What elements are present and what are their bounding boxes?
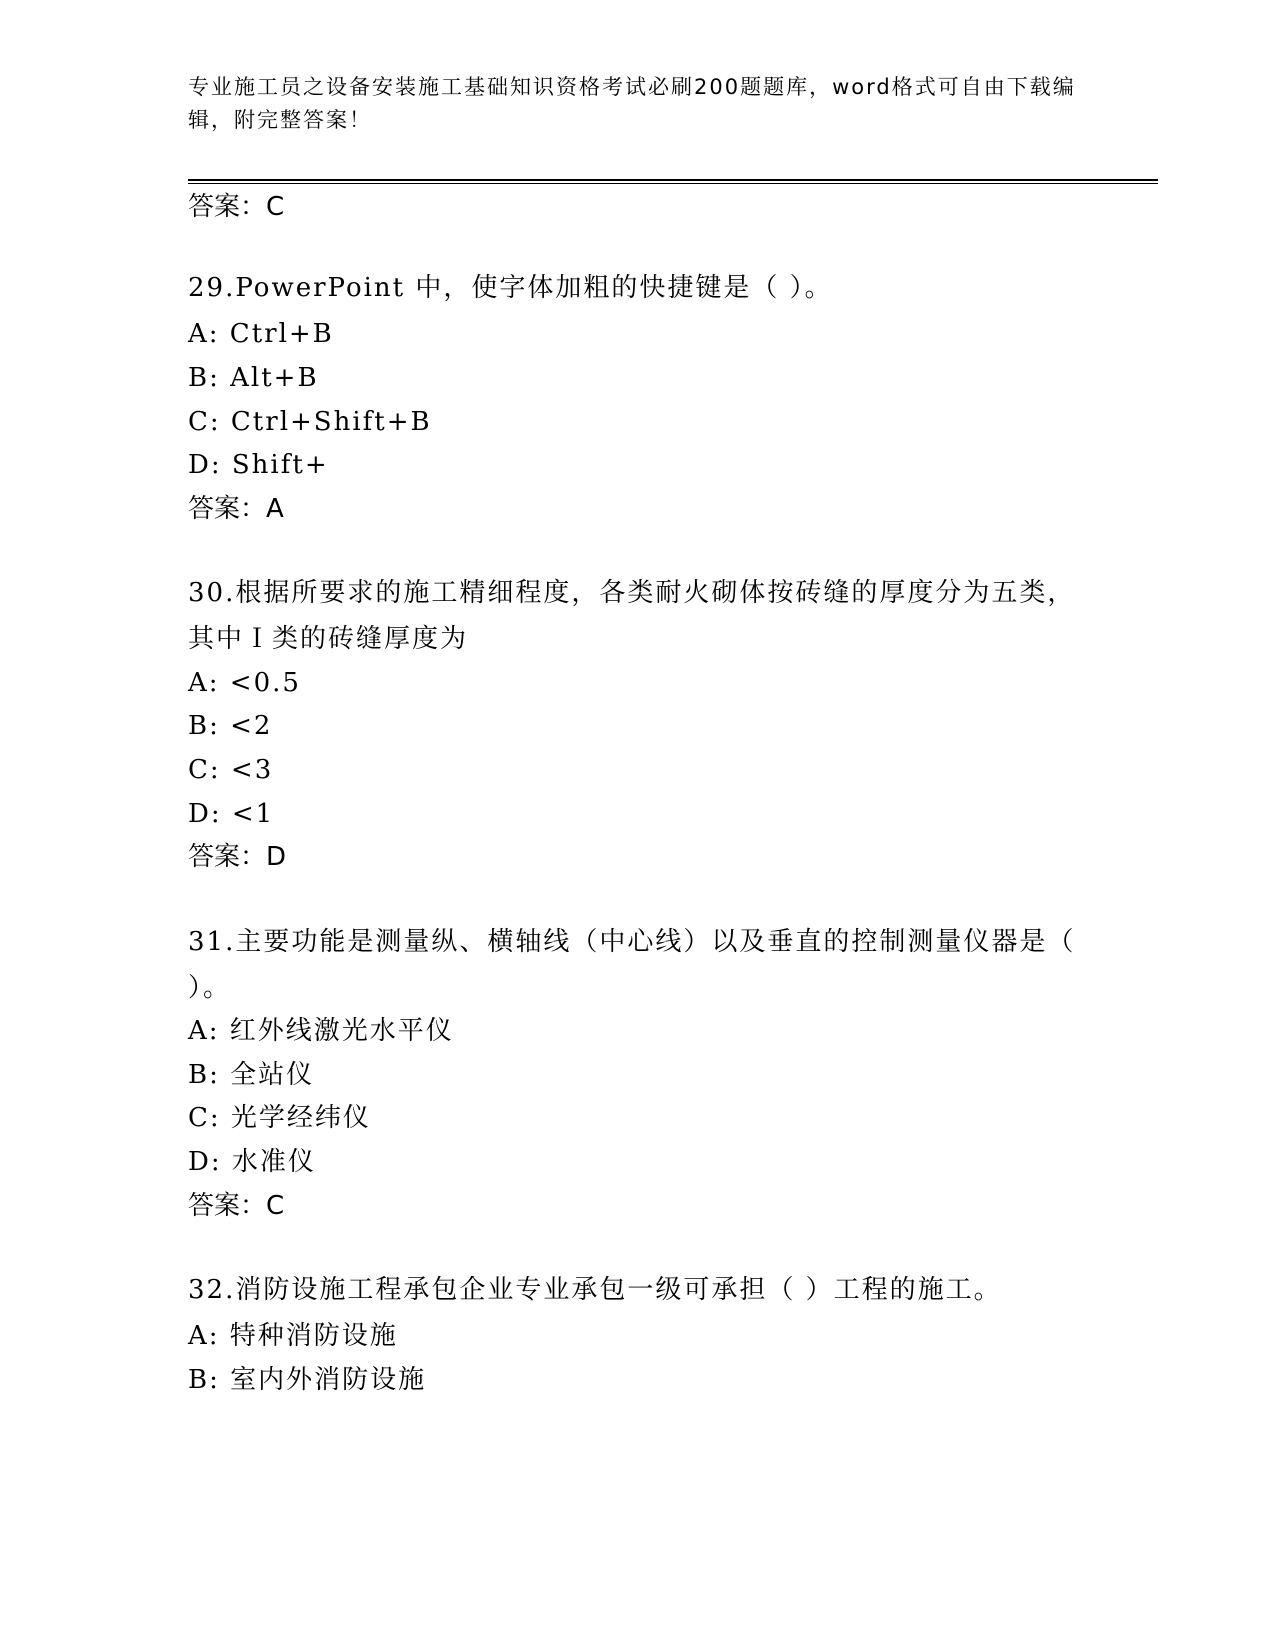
question-31-option-b: B: 全站仪	[188, 1060, 315, 1090]
question-30-answer: 答案：D	[188, 842, 287, 872]
question-29-option-b: B: Alt+B	[188, 363, 319, 393]
page-header: 专业施工员之设备安装施工基础知识资格考试必刷200题题库，word格式可自由下载编辑，附完整答案！	[188, 75, 1076, 132]
question-30-option-a: A: <0.5	[188, 668, 301, 698]
question-29-option-a: A: Ctrl+B	[188, 319, 334, 349]
question-31-option-a: A: 红外线激光水平仪	[188, 1016, 454, 1046]
previous-answer: 答案：C	[188, 192, 285, 222]
header-rule-thin	[188, 183, 1158, 184]
question-29-option-d: D: Shift+	[188, 450, 329, 480]
question-30-option-d: D: <1	[188, 799, 275, 829]
question-30-option-b: B: <2	[188, 711, 273, 741]
question-31-answer: 答案：C	[188, 1191, 285, 1221]
question-30-stem: 30.根据所要求的施工精细程度，各类耐火砌体按砖缝的厚度分为五类，其中Ｉ类的砖缝厚度为	[188, 578, 1076, 654]
question-29-option-c: C: Ctrl+Shift+B	[188, 407, 432, 437]
question-31-option-c: C: 光学经纬仪	[188, 1103, 371, 1133]
question-29-answer: 答案：A	[188, 494, 284, 524]
question-32-option-a: A: 特种消防设施	[188, 1321, 398, 1351]
question-31-option-d: D: 水准仪	[188, 1147, 316, 1177]
question-32-stem: 32.消防设施工程承包企业专业承包一级可承担（ ）工程的施工。	[188, 1275, 1002, 1305]
header-rule-thick	[188, 179, 1158, 181]
question-32-option-b: B: 室内外消防设施	[188, 1365, 427, 1395]
question-30-option-c: C: <3	[188, 755, 274, 785]
question-29-stem: 29.PowerPoint 中，使字体加粗的快捷键是（ ）。	[188, 273, 833, 303]
question-31-stem: 31.主要功能是测量纵、横轴线（中心线）以及垂直的控制测量仪器是（ ）。	[188, 927, 1076, 1003]
